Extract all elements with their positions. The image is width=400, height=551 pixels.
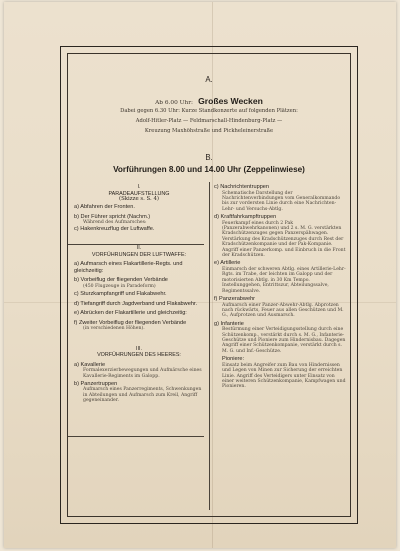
block3-numeral: III.	[136, 345, 142, 352]
block2-item-e: e) Abrücken der Flakartillerie und gleichzeitig:	[74, 310, 187, 317]
block2-item-b: b) Vorbeiflug der fliegenden Verbände	[74, 277, 168, 284]
block1-item-b: b) Der Führer spricht (Nachm.)	[74, 213, 151, 220]
right-item-d-label: d) Kraftfahrkampftruppen	[214, 214, 277, 221]
right-item-f-desc: Aufmarsch einer Panzer-Abwehr-Abtlg. Abprotzen nach rückwärts, Feuer aus allen Geschützen und M. G., Aufprotzen und Ausmarsch.	[222, 302, 344, 319]
column-divider	[209, 182, 210, 510]
block1-title: PARADEAUFSTELLUNG	[108, 190, 170, 197]
block3-desc-a: Formalexerzierbewegungen und Aufmärsche eines Kavallerie-Regiments im Galopp.	[83, 368, 202, 379]
right-item-c-label: c) Nachrichtentruppen	[214, 184, 270, 190]
section-b-letter: B.	[205, 153, 213, 162]
block3-item-a: a) Kavallerie	[74, 361, 106, 368]
section-a-line-1: Dabei gegen 6.30 Uhr: Kurze Standkonzerte auf folgenden Plätzen:	[120, 108, 298, 114]
block2-sub-f: (in verschiedenen Höhen).	[83, 326, 145, 332]
right-pioniere-desc: Einsatz beim Angreifer zum Bau von Hindernissen und Legen von Minen zur Sicherung der erreichten Linie. Angriff des Verteidigers unter Einsatz von einer weiteren Schützenkompanie, Kampfwagen und Pionieren.	[222, 362, 346, 390]
section-a-line-2: Adolf-Hitler-Platz — Feldmarschall-Hindenburg-Platz —	[135, 118, 283, 124]
right-item-d-desc: Feuerkampf eines durch 2 Pak (Panzerabwehrkanonen) und 2 s. M. G. verstärkten Kradschützenzuges gegen Panzerspähwagen. Verstärkung des Kradschützenzuges durch Rest der Kradschützenkompanie und der Pak-Kompanie. Angriff einer Panzerkomp. und Einbruch in die Front der Kradschützen.	[222, 220, 346, 259]
left-separator-2	[68, 436, 204, 437]
block2-item-d: d) Tiefangriff durch Jagdverband und Flakabwehr.	[74, 300, 198, 307]
right-item-c-desc: Schematische Darstellung der Nachrichtenverbindungen vom Generalkommando bis zur vordersten Linie durch eine Nachrichten-Lehr- und Versuchs-Abtlg.	[222, 190, 341, 212]
block3-desc-b: Aufmarsch eines Panzerregiments, Schwenkungen in Abteilungen und Aufmarsch zum Kreil, Angriff gegeneinander.	[83, 387, 202, 404]
block1-numeral: I.	[137, 184, 141, 190]
block1-item-c: c) Hakenkreuzflug der Luftwaffe.	[74, 225, 155, 232]
program-inner-border	[67, 53, 351, 517]
block1-sub: Während des Aufmarsches:	[83, 220, 147, 226]
block1-item-a: a) Abfahren der Fronten.	[74, 204, 135, 211]
right-item-e-desc: Einmarsch der schweren Abtlg. eines Artillerie-Lehr-Rgts. im Trabe, der leichten im Galopp und der motorisierten Abtlg. in 30 Km Tempo. Instellunggehen, Entrittszur, Abteilungssalve, Regimentssalve.	[222, 266, 346, 294]
left-separator-1	[68, 244, 204, 245]
right-item-g-label: g) Infanterie	[214, 320, 244, 327]
block2-title: VORFÜHRUNGEN DER LUFTWAFFE:	[91, 251, 187, 258]
right-pioniere-label: Pioniere:	[222, 356, 245, 363]
right-column	[214, 184, 348, 390]
block2-item-a: a) Aufmarsch eines Flakartillerie-Regts. und gleichzeitig:	[74, 261, 183, 274]
block2-sub-b: (450 Flugzeuge in Paradeform)	[83, 283, 156, 289]
section-a-line-3: Kreuzung Maxhöhstraße und Pickheleinerstraße	[144, 128, 274, 134]
paper-sheet	[4, 2, 396, 548]
block2-item-f: f) Zweiter Vorbeiflug der fliegenden Verbände	[74, 319, 187, 326]
right-item-e-label: e) Artillerie	[214, 260, 241, 267]
block2-item-c: c) Sturzkampfangriff und Flakabwehr.	[74, 291, 167, 298]
block3-item-b: b) Panzertruppen	[74, 380, 118, 387]
wake-time: Ab 6.00 Uhr:	[155, 100, 193, 106]
block1-note: (Skizze s. S. 4)	[118, 196, 160, 202]
section-a-wake	[68, 89, 350, 108]
section-b-title: Vorführungen 8.00 und 14.00 Uhr (Zeppelinwiese)	[113, 165, 305, 174]
block3-title: VORFÜHRUNGEN DES HEERES:	[97, 352, 181, 359]
block2-numeral: II.	[136, 245, 142, 252]
right-item-f-label: f) Panzerabwehr	[214, 296, 256, 302]
left-column	[74, 184, 204, 404]
program-frame	[60, 46, 358, 524]
section-a-letter: A.	[205, 75, 213, 84]
wake-title: Großes Wecken	[198, 96, 263, 106]
right-item-g-desc: Bestürmung einer Verteidigungsstellung durch eine Schützenkomp., verstärkt durch s. M. G., Infanterie-Geschütze und Pioniere zum Hindernisbau. Dagegen Angriff einer Schützenkompanie, verstärkt durch s. M. G. und Inf.-Geschütze.	[222, 327, 346, 354]
